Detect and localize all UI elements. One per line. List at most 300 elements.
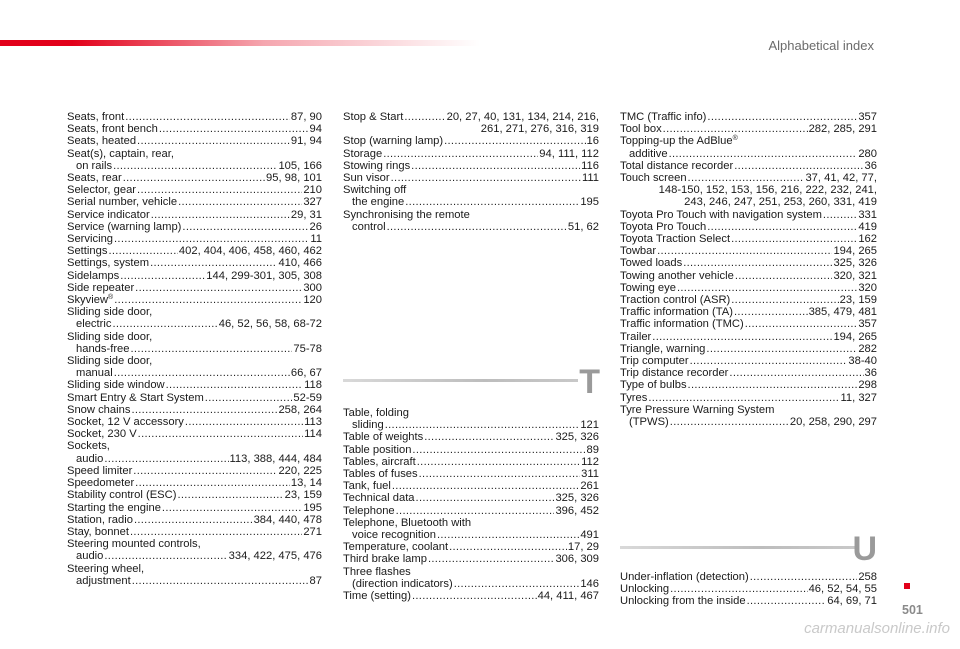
entry-pages: 334, 422, 475, 476 <box>228 550 322 563</box>
entry-line <box>67 318 322 330</box>
dot-leader <box>731 233 857 245</box>
index-column-1 <box>67 111 322 587</box>
entry-label: audio <box>76 452 104 465</box>
dot-leader <box>396 505 555 517</box>
dot-leader <box>424 431 554 443</box>
entry-label: TMC (Traffic info) <box>620 111 707 123</box>
entry-line <box>343 221 599 233</box>
entry-pages: 36 <box>864 367 877 380</box>
entry-label: Smart Entry & Start System <box>67 391 204 404</box>
entry-line <box>620 571 877 583</box>
index-entry <box>67 196 322 208</box>
entry-line <box>620 245 877 257</box>
entry-line <box>620 392 877 404</box>
index-entry <box>343 135 599 147</box>
entry-line <box>67 575 322 587</box>
entry-line <box>67 123 322 135</box>
index-entry <box>343 184 599 208</box>
dot-leader <box>412 590 537 602</box>
entry-label: Stop (warning lamp) <box>343 135 444 148</box>
entry-label: Time (setting) <box>343 590 411 603</box>
entry-pages: 419 <box>858 220 877 233</box>
index-entry <box>343 468 599 480</box>
entry-label: Table position <box>343 443 412 456</box>
entry-heading: Synchronising the remote <box>343 208 470 221</box>
dot-leader <box>151 209 290 221</box>
index-entry <box>67 331 322 355</box>
dot-leader <box>166 379 304 391</box>
dot-leader <box>130 526 302 538</box>
index-entry <box>67 148 322 172</box>
entry-line <box>343 160 599 172</box>
dot-leader <box>449 541 567 553</box>
section-letter-t: T <box>579 363 600 401</box>
entry-pages: 94, 111, 112 <box>539 147 599 160</box>
entry-label: Settings, system <box>67 257 150 270</box>
entry-label: Touch screen <box>620 172 687 185</box>
dot-leader <box>137 184 302 196</box>
entry-pages: 280 <box>858 147 877 160</box>
entry-heading: Table, folding <box>343 407 409 419</box>
entry-line <box>620 111 877 123</box>
entry-pages: 46, 52, 56, 58, 68-72 <box>218 318 322 331</box>
entry-line <box>67 270 322 282</box>
entry-pages: 282 <box>858 342 877 355</box>
entry-label: Towbar <box>620 245 657 258</box>
index-entry <box>67 538 322 562</box>
dot-leader <box>383 148 538 160</box>
index-entry <box>343 590 599 602</box>
index-entry <box>343 492 599 504</box>
entry-label: Selector, gear <box>67 184 137 197</box>
index-entry <box>67 379 322 391</box>
index-entry <box>67 416 322 428</box>
index-entry <box>67 514 322 526</box>
entry-label: Trip computer <box>620 355 689 368</box>
dot-leader <box>125 111 290 123</box>
entry-label: Serial number, vehicle <box>67 196 178 209</box>
dot-leader <box>150 257 277 269</box>
entry-pages: 36 <box>864 159 877 172</box>
entry-line <box>67 392 322 404</box>
entry-label: Station, radio <box>67 513 133 526</box>
entry-line <box>620 318 877 330</box>
index-entry <box>343 553 599 565</box>
dot-leader <box>670 583 807 595</box>
entry-line <box>343 505 599 517</box>
entry-label: Socket, 12 V accessory <box>67 416 184 429</box>
entry-label: Toyota Pro Touch <box>620 220 707 233</box>
index-entry <box>620 282 877 294</box>
entry-label: Trip distance recorder <box>620 367 729 380</box>
entry-page-continuation: 148-150, 152, 153, 156, 216, 222, 232, 241, <box>658 184 877 197</box>
index-entry <box>67 209 322 221</box>
entry-pages: 298 <box>858 379 877 392</box>
index-entry <box>620 111 877 123</box>
index-entry <box>343 505 599 517</box>
entry-label: Technical data <box>343 492 415 505</box>
entry-label: Temperature, coolant <box>343 541 449 554</box>
dot-leader <box>411 160 580 172</box>
entry-label: Service indicator <box>67 208 150 221</box>
dot-leader <box>652 331 832 343</box>
entry-label: Under-inflation (detection) <box>620 571 749 583</box>
entry-pages: 325, 326 <box>555 431 599 444</box>
entry-pages: 52-59 <box>293 391 322 404</box>
entry-pages: 29, 31 <box>290 208 322 221</box>
entry-label: Tables of fuses <box>343 468 418 481</box>
entry-pages: 258, 264 <box>278 403 322 416</box>
index-entry <box>67 221 322 233</box>
index-entry <box>67 123 322 135</box>
entry-label: Starting the engine <box>67 501 161 514</box>
index-entry <box>620 209 877 221</box>
entry-pages: 194, 265 <box>833 330 877 343</box>
index-entry <box>67 502 322 514</box>
dot-leader <box>104 453 228 465</box>
entry-pages: 37, 41, 42, 77, <box>805 172 877 185</box>
dot-leader <box>747 595 827 607</box>
dot-leader <box>417 456 580 468</box>
dot-leader <box>159 123 309 135</box>
entry-label: voice recognition <box>352 529 436 542</box>
page-title: Alphabetical index <box>768 38 874 53</box>
entry-label: Seats, rear <box>67 172 122 185</box>
entry-heading: Steering wheel, <box>67 562 145 575</box>
entry-line <box>67 514 322 526</box>
entry-label: Stowing rings <box>343 159 411 172</box>
dot-leader <box>663 123 808 135</box>
index-entry <box>620 221 877 233</box>
entry-line <box>620 343 877 355</box>
entry-line <box>67 453 322 465</box>
entry-pages: 26 <box>309 220 322 233</box>
entry-line <box>67 367 322 379</box>
dot-leader <box>823 209 857 221</box>
dot-leader <box>391 172 581 184</box>
entry-label: Stop & Start <box>343 111 404 123</box>
entry-pages: 210 <box>303 184 322 197</box>
entry-pages: 66, 67 <box>290 367 322 380</box>
dot-leader <box>113 160 277 172</box>
section-rule <box>343 379 578 382</box>
index-entry <box>343 517 599 541</box>
dot-leader <box>735 270 833 282</box>
entry-label: Servicing <box>67 233 114 246</box>
index-entry <box>620 367 877 379</box>
index-entry <box>67 428 322 440</box>
index-entry <box>343 431 599 443</box>
index-entry <box>67 465 322 477</box>
entry-label: Traction control (ASR) <box>620 294 731 307</box>
index-entry <box>620 135 877 159</box>
entry-line <box>343 492 599 504</box>
entry-label: Stay, bonnet <box>67 525 129 538</box>
entry-line <box>620 160 877 172</box>
entry-line <box>67 477 322 489</box>
entry-label: Towed loads <box>620 257 683 270</box>
dot-leader <box>405 196 579 208</box>
entry-line <box>343 553 599 565</box>
entry-line <box>67 416 322 428</box>
dot-leader <box>133 465 277 477</box>
entry-heading: Sockets, <box>67 440 110 453</box>
dot-leader <box>454 578 580 590</box>
index-entry <box>343 160 599 172</box>
index-entry <box>343 407 599 431</box>
entry-label: Seats, front <box>67 111 125 123</box>
entry-pages: 112 <box>581 455 599 468</box>
entry-pages: 44, 411, 467 <box>537 590 599 603</box>
entry-pages: 20, 258, 290, 297 <box>789 416 877 429</box>
dot-leader <box>392 480 579 492</box>
entry-line <box>67 489 322 501</box>
index-entry <box>620 571 877 583</box>
entry-label: Toyota Pro Touch with navigation system <box>620 208 822 221</box>
entry-pages: 325, 326 <box>555 492 599 505</box>
dot-leader <box>132 575 309 587</box>
section-letter-u: U <box>852 530 877 568</box>
entry-line <box>620 148 877 160</box>
index-entry <box>67 563 322 587</box>
dot-leader <box>706 343 857 355</box>
dot-leader <box>745 318 858 330</box>
index-entry <box>343 541 599 553</box>
entry-line <box>67 221 322 233</box>
entry-label: Traffic information (TMC) <box>620 318 744 331</box>
entry-heading: Three flashes <box>343 565 411 578</box>
entry-line <box>620 123 877 135</box>
dot-leader <box>135 477 290 489</box>
dot-leader <box>688 172 805 184</box>
entry-pages: 311 <box>581 468 599 481</box>
entry-label: Socket, 230 V <box>67 428 137 441</box>
entry-pages: 51, 62 <box>567 220 599 233</box>
index-entry <box>343 209 599 233</box>
entry-pages: 46, 52, 54, 55 <box>808 583 877 596</box>
index-column-2-s <box>343 111 599 233</box>
index-entry <box>620 172 877 209</box>
entry-line <box>620 416 877 428</box>
entry-pages: 195 <box>303 501 322 514</box>
entry-pages: 91, 94 <box>290 135 322 148</box>
entry-line <box>343 419 599 431</box>
index-entry <box>67 233 322 245</box>
entry-pages: 121 <box>580 419 599 432</box>
entry-line <box>620 172 877 184</box>
entry-label: Tables, aircraft <box>343 455 416 468</box>
entry-pages: 306, 309 <box>555 553 599 566</box>
index-entry <box>620 318 877 330</box>
entry-pages: 116 <box>581 159 599 172</box>
index-entry <box>67 489 322 501</box>
entry-line <box>67 379 322 391</box>
dot-leader <box>162 502 302 514</box>
entry-line <box>343 480 599 492</box>
dot-leader <box>114 233 309 245</box>
entry-heading: Tyre Pressure Warning System <box>620 403 775 416</box>
index-entry <box>67 172 322 184</box>
entry-label: adjustment <box>76 574 131 587</box>
entry-pages: 118 <box>304 379 322 392</box>
index-column-3-t <box>620 111 877 428</box>
entry-heading: Sliding side door, <box>67 330 153 343</box>
entry-heading: Switching off <box>343 184 407 197</box>
entry-pages: 220, 225 <box>278 464 322 477</box>
index-entry <box>67 135 322 147</box>
entry-line <box>67 209 322 221</box>
dot-leader <box>688 379 858 391</box>
dot-leader <box>734 160 863 172</box>
entry-line <box>620 355 877 367</box>
entry-heading: Sliding side door, <box>67 306 153 319</box>
entry-pages: 195 <box>580 196 599 209</box>
entry-line <box>67 172 322 184</box>
entry-label: Table of weights <box>343 431 424 444</box>
entry-pages: 17, 29 <box>567 541 599 554</box>
index-entry <box>67 111 322 123</box>
index-entry <box>343 111 599 135</box>
entry-line <box>67 257 322 269</box>
index-entry <box>620 595 877 607</box>
dot-leader <box>416 492 555 504</box>
index-entry <box>67 477 322 489</box>
index-entry <box>620 233 877 245</box>
entry-line <box>67 343 322 355</box>
entry-pages: 162 <box>858 233 877 246</box>
entry-heading: Sliding side door, <box>67 355 153 368</box>
entry-pages: 89 <box>586 443 599 456</box>
entry-line <box>67 502 322 514</box>
entry-line <box>343 468 599 480</box>
entry-label: electric <box>76 318 112 331</box>
entry-pages: 144, 299-301, 305, 308 <box>206 269 322 282</box>
entry-pages: 320, 321 <box>833 269 877 282</box>
entry-pages: 23, 159 <box>839 294 877 307</box>
entry-heading: Steering mounted controls, <box>67 538 201 551</box>
watermark: carmanualsonline.info <box>804 620 950 637</box>
dot-leader <box>131 343 293 355</box>
dot-leader <box>108 245 177 257</box>
entry-line <box>67 196 322 208</box>
entry-pages: 320 <box>858 281 877 294</box>
index-entry <box>620 123 877 135</box>
entry-pages: 120 <box>303 294 322 307</box>
entry-pages: 75-78 <box>293 342 322 355</box>
entry-label: Triangle, warning <box>620 342 706 355</box>
dot-leader <box>112 318 217 330</box>
entry-line <box>343 578 599 590</box>
entry-pages: 13, 14 <box>290 477 322 490</box>
entry-label: Unlocking <box>620 583 670 596</box>
entry-line <box>620 367 877 379</box>
entry-label: Telephone <box>343 504 395 517</box>
entry-label: additive <box>629 147 668 160</box>
entry-pages: 111 <box>581 172 599 185</box>
dot-leader <box>182 221 308 233</box>
entry-label: Stability control (ESC) <box>67 489 177 502</box>
entry-pages: 105, 166 <box>278 159 322 172</box>
entry-pages: 325, 326 <box>833 257 877 270</box>
entry-line <box>343 529 599 541</box>
entry-label: Snow chains <box>67 403 131 416</box>
entry-line <box>620 331 877 343</box>
entry-line <box>620 233 877 245</box>
index-entry <box>67 355 322 379</box>
dot-leader <box>677 282 857 294</box>
entry-pages: 64, 69, 71 <box>827 595 877 608</box>
dot-leader <box>120 270 205 282</box>
dot-leader <box>670 416 789 428</box>
dot-leader <box>734 306 808 318</box>
entry-line <box>620 270 877 282</box>
entry-line <box>67 294 322 306</box>
entry-pages: 87, 90 <box>290 111 322 123</box>
entry-line <box>620 221 877 233</box>
entry-label: (direction indicators) <box>352 577 453 590</box>
entry-pages: 282, 285, 291 <box>808 123 877 136</box>
entry-pages: 146 <box>580 577 599 590</box>
entry-line <box>67 245 322 257</box>
index-column-2-t <box>343 407 599 602</box>
dot-leader <box>104 550 227 562</box>
index-entry <box>67 306 322 330</box>
entry-label: Towing another vehicle <box>620 269 734 282</box>
entry-line <box>67 135 322 147</box>
dot-leader <box>205 392 293 404</box>
entry-line <box>343 111 599 123</box>
dot-leader <box>387 221 567 233</box>
dot-leader <box>404 111 445 123</box>
entry-heading: Seat(s), captain, rear, <box>67 147 174 160</box>
header-accent-bar <box>0 40 480 46</box>
entry-label: Tank, fuel <box>343 480 391 493</box>
entry-label: the engine <box>352 196 405 209</box>
entry-line <box>67 111 322 123</box>
entry-line <box>67 160 322 172</box>
entry-pages: 11 <box>310 233 322 246</box>
entry-label: Traffic information (TA) <box>620 306 733 319</box>
entry-label: control <box>352 220 386 233</box>
entry-pages: 11, 327 <box>840 391 877 404</box>
entry-pages: 23, 159 <box>284 489 322 502</box>
entry-pages: 87 <box>309 574 322 587</box>
entry-line <box>620 306 877 318</box>
dot-leader <box>412 444 585 456</box>
dot-leader <box>135 282 302 294</box>
entry-label: Total distance recorder <box>620 159 734 172</box>
entry-label: Type of bulbs <box>620 379 687 392</box>
dot-leader <box>690 355 848 367</box>
dot-leader <box>385 419 580 431</box>
entry-line <box>620 379 877 391</box>
entry-label: Seats, front bench <box>67 123 158 136</box>
index-entry <box>343 566 599 590</box>
index-entry <box>620 343 877 355</box>
entry-label: Third brake lamp <box>343 553 427 566</box>
entry-line <box>343 541 599 553</box>
dot-leader <box>131 404 277 416</box>
dot-leader <box>185 416 303 428</box>
index-entry <box>620 331 877 343</box>
index-entry <box>67 245 322 257</box>
entry-label: Trailer <box>620 330 652 343</box>
entry-line <box>67 465 322 477</box>
index-entry <box>620 270 877 282</box>
entry-page-continuation: 243, 246, 247, 251, 253, 260, 331, 419 <box>684 196 877 209</box>
entry-pages: 327 <box>303 196 322 209</box>
entry-label: Towing eye <box>620 281 676 294</box>
